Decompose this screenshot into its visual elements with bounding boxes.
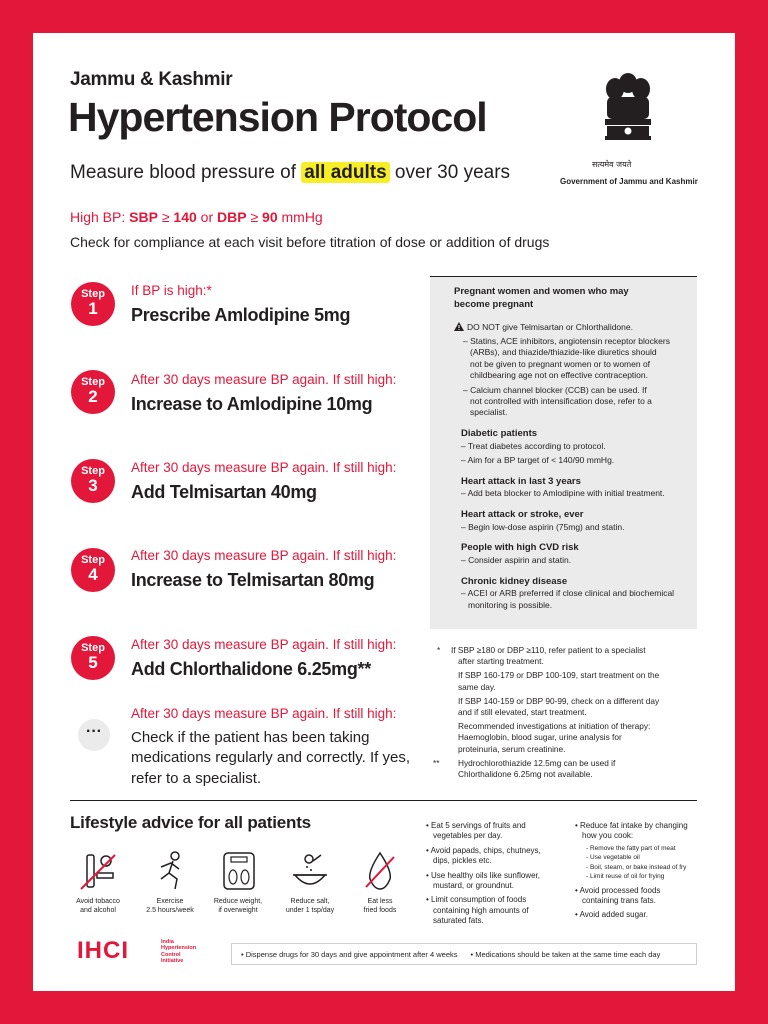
step-badge-3: Step 3 <box>71 459 115 503</box>
step-4-condition: After 30 days measure BP again. If still high: <box>131 548 397 563</box>
footnote-star: * If SBP ≥180 or DBP ≥110, refer patient to a specialist after starting treatment. If SBP 160-179 or DBP 100-109, start treatment on the same day. If SBP 140-159 or DBP 90-99, check on a different day and if still elevated, start treatment. Recommended investigations at initiation of therapy: Haemoglobin, blood sugar, urine analysis for proteinuria, serum creatinine. <box>437 645 660 754</box>
stroke-point: – Begin low-dose aspirin (75mg) and statin. <box>461 521 625 532</box>
footer-instructions-bar <box>231 943 697 965</box>
step-3-condition: After 30 days measure BP again. If still high: <box>131 460 397 475</box>
region-name: Jammu & Kashmir <box>70 69 233 90</box>
special-populations-panel <box>430 276 697 629</box>
icon-caption-exercise: Exercise 2.5 hours/week <box>146 898 194 915</box>
icon-caption-fried: Eat less fried foods <box>363 898 397 915</box>
more-steps-badge: ··· <box>78 719 110 751</box>
step-1-action: Prescribe Amlodipine 5mg <box>131 305 351 325</box>
list-item: • Eat 5 servings of fruits and vegetables per day. <box>426 821 526 841</box>
ckd-title: Chronic kidney disease <box>461 575 568 587</box>
no-fried-food-icon <box>362 851 396 891</box>
list-subitem: - Use vegetable oil <box>586 854 640 862</box>
cvd-risk-title: People with high CVD risk <box>461 542 579 554</box>
step-5-action: Add Chlorthalidone 6.25mg** <box>131 659 371 679</box>
cvd-risk-point: – Consider aspirin and statin. <box>461 555 572 566</box>
warning-icon <box>454 322 464 333</box>
weighing-scale-icon <box>221 851 255 891</box>
ihci-logo-subtitle: India Hypertension Control Initiative <box>161 939 197 964</box>
salt-bowl-icon <box>291 851 325 891</box>
list-item: • Reduce fat intake by changing how you cook: <box>575 821 688 841</box>
list-item: • Limit consumption of foods containing high amounts of saturated fats. <box>426 895 529 926</box>
list-item: • Use healthy oils like sunflower, mustard, or groundnut. <box>426 870 540 890</box>
running-person-icon <box>153 851 187 891</box>
ckd-point: – ACEI or ARB preferred if close clinical and biochemical monitoring is possible. <box>461 588 675 610</box>
gov-name: Government of Jammu and Kashmir <box>560 177 698 186</box>
diabetic-point-1: – Treat diabetes according to protocol. <box>461 440 606 451</box>
diabetic-point-2: – Aim for a BP target of < 140/90 mmHg. <box>461 455 615 466</box>
step-4-action: Increase to Telmisartan 80mg <box>131 570 375 590</box>
step-2-action: Increase to Amlodipine 10mg <box>131 394 373 414</box>
lifestyle-tips-col-1 <box>425 821 565 931</box>
final-step-note: Check if the patient has been taking medications regularly and correctly. If yes, refer to a specialist. <box>131 729 411 787</box>
footer-instruction-2: • Medications should be taken at the same time each day <box>470 949 661 959</box>
final-step-condition: After 30 days measure BP again. If still high: <box>131 706 397 721</box>
pregnant-point-2: – Calcium channel blocker (CCB) can be used. If not controlled with intensification dose, refer to a specialist. <box>463 384 652 418</box>
list-item: • Avoid papads, chips, chutneys, dips, pickles etc. <box>426 845 541 866</box>
section-divider <box>70 800 697 801</box>
lifestyle-title: Lifestyle advice for all patients <box>70 813 311 832</box>
pregnant-warning: DO NOT give Telmisartan or Chlorthalidone. <box>454 322 687 333</box>
step-badge-2: Step 2 <box>71 370 115 414</box>
subtitle-text-end: over 30 years <box>389 162 511 183</box>
page-title: Hypertension Protocol <box>68 94 487 140</box>
lifestyle-tips-col-2 <box>574 821 704 925</box>
icon-caption-salt: Reduce salt, under 1 tsp/day <box>285 898 335 915</box>
protocol-sheet <box>33 33 735 991</box>
list-subitem: - Boil, steam, or bake instead of fry <box>586 863 687 871</box>
icon-caption-weight: Reduce weight, if overweight <box>213 898 263 915</box>
step-1-condition: If BP is high:* <box>131 283 212 298</box>
footnote-double-star: ** Hydrochlorothiazide 12.5mg can be used if Chlorthalidone 6.25mg not available. <box>433 757 616 779</box>
national-emblem-icon <box>593 69 663 161</box>
high-bp-criteria: High BP: SBP ≥ 140 or DBP ≥ 90 mmHg <box>70 209 323 225</box>
step-5-condition: After 30 days measure BP again. If still high: <box>131 637 397 652</box>
gov-motto: सत्यमेव जयते <box>592 160 632 169</box>
step-3-action: Add Telmisartan 40mg <box>131 482 317 502</box>
step-badge-1: Step 1 <box>71 282 115 326</box>
no-tobacco-alcohol-icon <box>79 851 113 891</box>
pregnant-title: Pregnant women and women who may become pregnant <box>454 286 629 310</box>
step-badge-5: Step 5 <box>71 636 115 680</box>
subtitle-highlight: all adults <box>301 162 389 183</box>
diabetic-title: Diabetic patients <box>461 427 538 439</box>
ihci-logo: IHCI <box>77 937 129 964</box>
footer-instruction-1: • Dispense drugs for 30 days and give appointment after 4 weeks <box>241 949 458 959</box>
step-badge-4: Step 4 <box>71 548 115 592</box>
page-subtitle <box>70 162 510 184</box>
subtitle-text: Measure blood pressure of <box>70 162 302 183</box>
list-subitem: - Limit reuse of oil for frying <box>586 873 665 881</box>
list-subitem: - Remove the fatty part of meat <box>586 844 676 852</box>
heart-attack-3y-point: – Add beta blocker to Amlodipine with initial treatment. <box>461 488 665 499</box>
footnotes <box>433 645 701 780</box>
heart-attack-3y-title: Heart attack in last 3 years <box>461 475 581 487</box>
list-item: • Avoid added sugar. <box>575 910 648 920</box>
icon-caption-tobacco: Avoid tobacco and alcohol <box>76 898 120 915</box>
list-item: • Avoid processed foods containing trans fats. <box>575 885 661 905</box>
pregnant-point-1: – Statins, ACE inhibitors, angiotensin receptor blockers (ARBs), and thiazide/thiazide-like diuretics should not be given to pregnant women or to women of childbearing age not on effective contraception. <box>463 335 670 381</box>
stroke-title: Heart attack or stroke, ever <box>461 508 584 520</box>
step-2-condition: After 30 days measure BP again. If still high: <box>131 372 397 387</box>
compliance-note: Check for compliance at each visit before titration of dose or addition of drugs <box>70 234 550 250</box>
